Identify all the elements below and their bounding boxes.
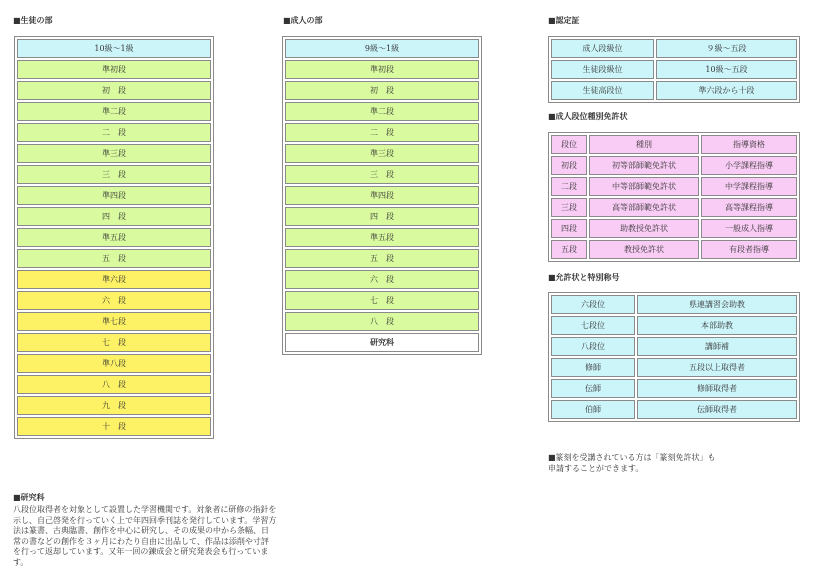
license-row: [551, 198, 797, 217]
table-cell: 五段: [551, 240, 587, 259]
titles-table: [548, 292, 800, 422]
rank-cell: 準初段: [285, 60, 479, 79]
rank-cell: 準四段: [285, 186, 479, 205]
rank-cell: 準六段: [17, 270, 211, 289]
table-cell: 修師: [551, 358, 635, 377]
table-cell: 高等課程指導: [701, 198, 797, 217]
rank-cell: 五 段: [17, 249, 211, 268]
adult-rank-row: [285, 186, 479, 205]
titles-heading: ■允許状と特別称号: [548, 272, 620, 282]
table-cell: 本部助教: [637, 316, 797, 335]
research-line: 法は篆書、古典臨書、創作を中心に研究し、その成果の中から条幅、日: [13, 526, 269, 536]
rank-cell: 準三段: [285, 144, 479, 163]
student-rank-row: [17, 375, 211, 394]
student-rank-row: [17, 228, 211, 247]
rank-cell: 準八段: [17, 354, 211, 373]
table-cell: 七段位: [551, 316, 635, 335]
student-rank-row: [17, 249, 211, 268]
table-cell: 中等部師範免許状: [589, 177, 699, 196]
student-rank-row: [17, 165, 211, 184]
table-cell: 県連講習会助教: [637, 295, 797, 314]
table-cell: 生徒高段位: [551, 81, 654, 100]
table-cell: 初等部師範免許状: [589, 156, 699, 175]
rank-cell: 準七段: [17, 312, 211, 331]
table-cell: 四段: [551, 219, 587, 238]
adult-rank-row: [285, 333, 479, 352]
rank-cell: 準五段: [17, 228, 211, 247]
rank-cell: 七 段: [17, 333, 211, 352]
table-cell: 修師取得者: [637, 379, 797, 398]
certificate-heading: ■認定証: [548, 15, 580, 25]
table-cell: 伝師: [551, 379, 635, 398]
student-rank-row: [17, 396, 211, 415]
license-types-heading: ■成人段位種別免許状: [548, 111, 628, 121]
table-cell: 伝師取得者: [637, 400, 797, 419]
student-rank-row: [17, 270, 211, 289]
table-cell: 三段: [551, 198, 587, 217]
research-line: 常の書などの創作を３ヶ月にわたり自由に出品して、作品は添削や寸評: [13, 536, 269, 546]
table-cell: 八段位: [551, 337, 635, 356]
research-line: 示し、自己啓発を行っていく上で年四回季刊誌を発行しています。学習方: [13, 515, 277, 525]
certificate-table: [548, 36, 800, 103]
adult-rank-row: [285, 207, 479, 226]
adult-rank-row: [285, 270, 479, 289]
title-row: [551, 295, 797, 314]
student-rank-row: [17, 144, 211, 163]
table-cell: 準六段から十段: [656, 81, 797, 100]
table-cell: 指導資格: [701, 135, 797, 154]
table-cell: 五段以上取得者: [637, 358, 797, 377]
rank-cell: 二 段: [285, 123, 479, 142]
title-row: [551, 337, 797, 356]
table-cell: 種別: [589, 135, 699, 154]
license-types-table: [548, 132, 800, 262]
adult-rank-row: [285, 60, 479, 79]
rank-cell: 初 段: [285, 81, 479, 100]
rank-cell: 準二段: [17, 102, 211, 121]
seal-note-line: ■篆刻を受講されている方は「篆刻免許状」も: [548, 453, 716, 462]
rank-cell: 研究科: [285, 333, 479, 352]
student-rank-row: [17, 354, 211, 373]
research-line: 八段位取得者を対象として設置した学習機関です。対象者に研修の指針を: [13, 505, 277, 514]
rank-cell: 準四段: [17, 186, 211, 205]
student-rank-row: [17, 39, 211, 58]
rank-cell: 八 段: [17, 375, 211, 394]
table-cell: 段位: [551, 135, 587, 154]
adult-rank-row: [285, 123, 479, 142]
adult-heading: ■成人の部: [283, 15, 323, 25]
student-rank-row: [17, 102, 211, 121]
rank-cell: 準初段: [17, 60, 211, 79]
adult-rank-row: [285, 81, 479, 100]
student-rank-row: [17, 417, 211, 436]
research-line: す。: [13, 557, 29, 567]
table-cell: 初段: [551, 156, 587, 175]
table-cell: 有段者指導: [701, 240, 797, 259]
rank-cell: 六 段: [17, 291, 211, 310]
license-row: [551, 240, 797, 259]
table-cell: 助教授免許状: [589, 219, 699, 238]
seal-note: [548, 453, 808, 474]
adult-rank-row: [285, 249, 479, 268]
rank-cell: 六 段: [285, 270, 479, 289]
table-cell: 二段: [551, 177, 587, 196]
rank-cell: 七 段: [285, 291, 479, 310]
student-rank-row: [17, 333, 211, 352]
student-rank-row: [17, 207, 211, 226]
certificate-row: [551, 81, 797, 100]
rank-cell: 四 段: [285, 207, 479, 226]
adult-rank-row: [285, 291, 479, 310]
table-cell: ９級～五段: [656, 39, 797, 58]
table-cell: 10級～五段: [656, 60, 797, 79]
research-description: [13, 505, 413, 569]
research-line: を行って返却しています。又年一回の錬成会と研究発表会も行っていま: [13, 547, 269, 557]
student-rank-row: [17, 60, 211, 79]
rank-cell: 10級～1級: [17, 39, 211, 58]
table-cell: 伯師: [551, 400, 635, 419]
research-heading: ■研究科: [13, 492, 45, 502]
table-cell: 一般成人指導: [701, 219, 797, 238]
adult-rank-row: [285, 102, 479, 121]
student-heading: ■生徒の部: [13, 15, 53, 25]
table-cell: 六段位: [551, 295, 635, 314]
table-cell: 生徒段級位: [551, 60, 654, 79]
rank-cell: 準二段: [285, 102, 479, 121]
adult-rank-table: [282, 36, 482, 355]
title-row: [551, 358, 797, 377]
rank-cell: 9級～1級: [285, 39, 479, 58]
table-cell: 小学課程指導: [701, 156, 797, 175]
rank-cell: 五 段: [285, 249, 479, 268]
certificate-row: [551, 60, 797, 79]
license-row: [551, 135, 797, 154]
table-cell: 講師補: [637, 337, 797, 356]
adult-rank-row: [285, 312, 479, 331]
rank-cell: 十 段: [17, 417, 211, 436]
table-cell: 高等部師範免許状: [589, 198, 699, 217]
student-rank-table: [14, 36, 214, 439]
title-row: [551, 379, 797, 398]
rank-cell: 二 段: [17, 123, 211, 142]
student-rank-row: [17, 186, 211, 205]
rank-cell: 初 段: [17, 81, 211, 100]
certificate-row: [551, 39, 797, 58]
student-rank-row: [17, 291, 211, 310]
license-row: [551, 156, 797, 175]
adult-rank-row: [285, 165, 479, 184]
adult-rank-row: [285, 144, 479, 163]
student-rank-row: [17, 312, 211, 331]
rank-cell: 三 段: [17, 165, 211, 184]
table-cell: 成人段級位: [551, 39, 654, 58]
table-cell: 中学課程指導: [701, 177, 797, 196]
rank-cell: 九 段: [17, 396, 211, 415]
title-row: [551, 400, 797, 419]
rank-cell: 八 段: [285, 312, 479, 331]
student-rank-row: [17, 123, 211, 142]
rank-cell: 準三段: [17, 144, 211, 163]
rank-cell: 三 段: [285, 165, 479, 184]
license-row: [551, 177, 797, 196]
license-row: [551, 219, 797, 238]
seal-note-line: 申請することができます。: [548, 463, 644, 473]
table-cell: 教授免許状: [589, 240, 699, 259]
adult-rank-row: [285, 39, 479, 58]
student-rank-row: [17, 81, 211, 100]
rank-cell: 準五段: [285, 228, 479, 247]
title-row: [551, 316, 797, 335]
rank-cell: 四 段: [17, 207, 211, 226]
adult-rank-row: [285, 228, 479, 247]
